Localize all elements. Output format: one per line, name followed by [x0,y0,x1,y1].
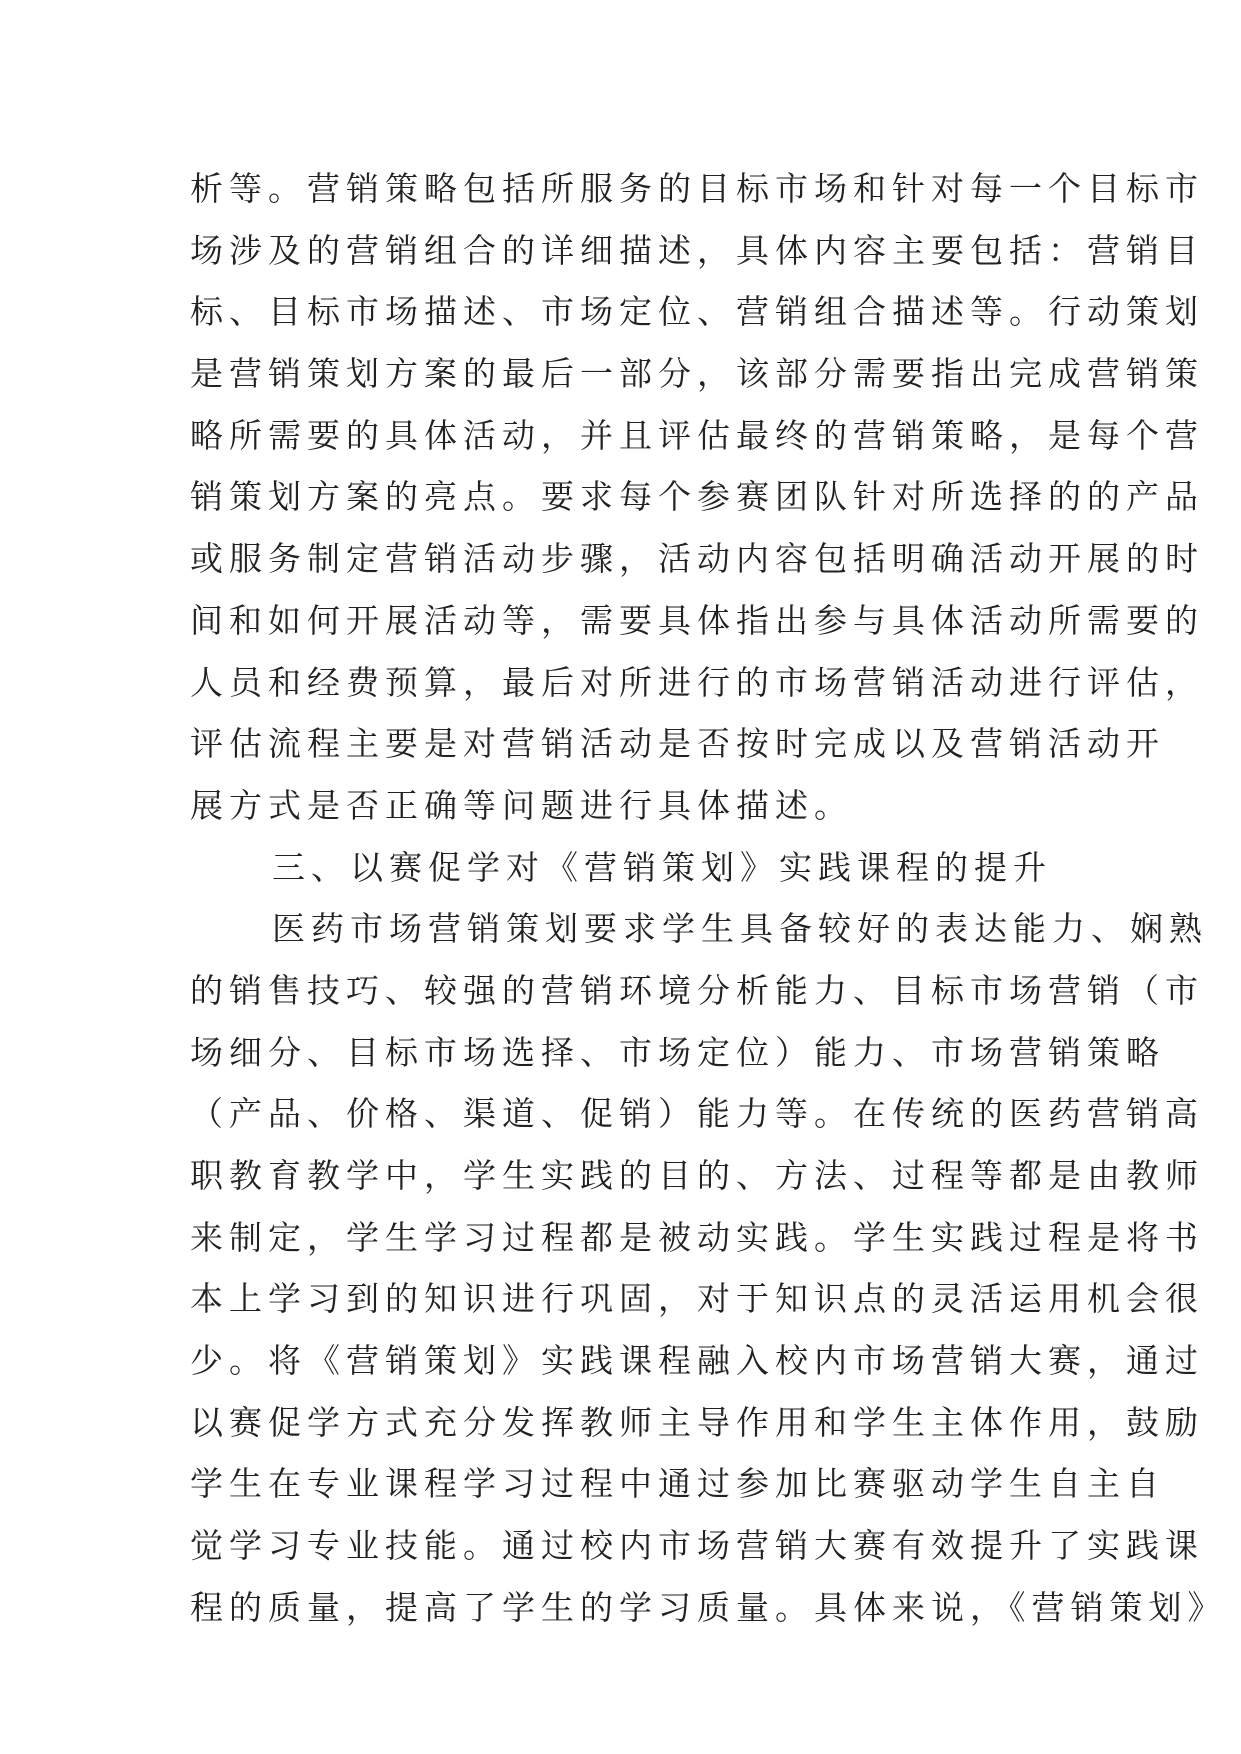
text-line: 标、目标市场描述、市场定位、营销组合描述等。行动策划 [190,292,1204,332]
text-line: 来制定，学生学习过程都是被动实践。学生实践过程是将书 [190,1217,1204,1257]
text-line: 销策划方案的亮点。要求每个参赛团队针对所选择的的产品 [190,477,1204,517]
body-text [190,158,1227,1639]
text-line: 本上学习到的知识进行巩固，对于知识点的灵活运用机会很 [190,1279,1204,1319]
text-line: 展方式是否正确等问题进行具体描述。 [190,785,853,825]
text-line: 程的质量，提高了学生的学习质量。具体来说，《营销策划》 [190,1587,1227,1627]
text-line: 评估流程主要是对营销活动是否按时完成以及营销活动开 [190,724,1165,764]
text-line: 场细分、目标市场选择、市场定位）能力、市场营销策略 [190,1032,1165,1072]
text-line: 的销售技巧、较强的营销环境分析能力、目标市场营销（市 [190,970,1204,1010]
section-heading: 三、以赛促学对《营销策划》实践课程的提升 [272,847,1052,887]
text-line: 析等。营销策略包括所服务的目标市场和针对每一个目标市 [190,169,1204,208]
text-line: 以赛促学方式充分发挥教师主导作用和学生主体作用，鼓励 [190,1402,1204,1442]
paragraph-start-line: 医药市场营销策划要求学生具备较好的表达能力、娴熟 [272,909,1208,949]
text-line: 觉学习专业技能。通过校内市场营销大赛有效提升了实践课 [190,1526,1204,1566]
text-line: 少。将《营销策划》实践课程融入校内市场营销大赛，通过 [190,1341,1204,1381]
text-line: 场涉及的营销组合的详细描述，具体内容主要包括：营销目 [190,230,1204,270]
text-line: 间和如何开展活动等，需要具体指出参与具体活动所需要的 [190,600,1204,640]
text-line: 人员和经费预算，最后对所进行的市场营销活动进行评估， [190,662,1204,702]
text-line: 学生在专业课程学习过程中通过参加比赛驱动学生自主自 [190,1464,1165,1504]
text-line: （产品、价格、渠道、促销）能力等。在传统的医药营销高 [190,1094,1204,1134]
text-line: 略所需要的具体活动，并且评估最终的营销策略，是每个营 [190,415,1204,455]
text-line: 或服务制定营销活动步骤，活动内容包括明确活动开展的时 [190,539,1204,579]
text-line: 是营销策划方案的最后一部分，该部分需要指出完成营销策 [190,354,1204,394]
text-line: 职教育教学中，学生实践的目的、方法、过程等都是由教师 [190,1156,1204,1195]
